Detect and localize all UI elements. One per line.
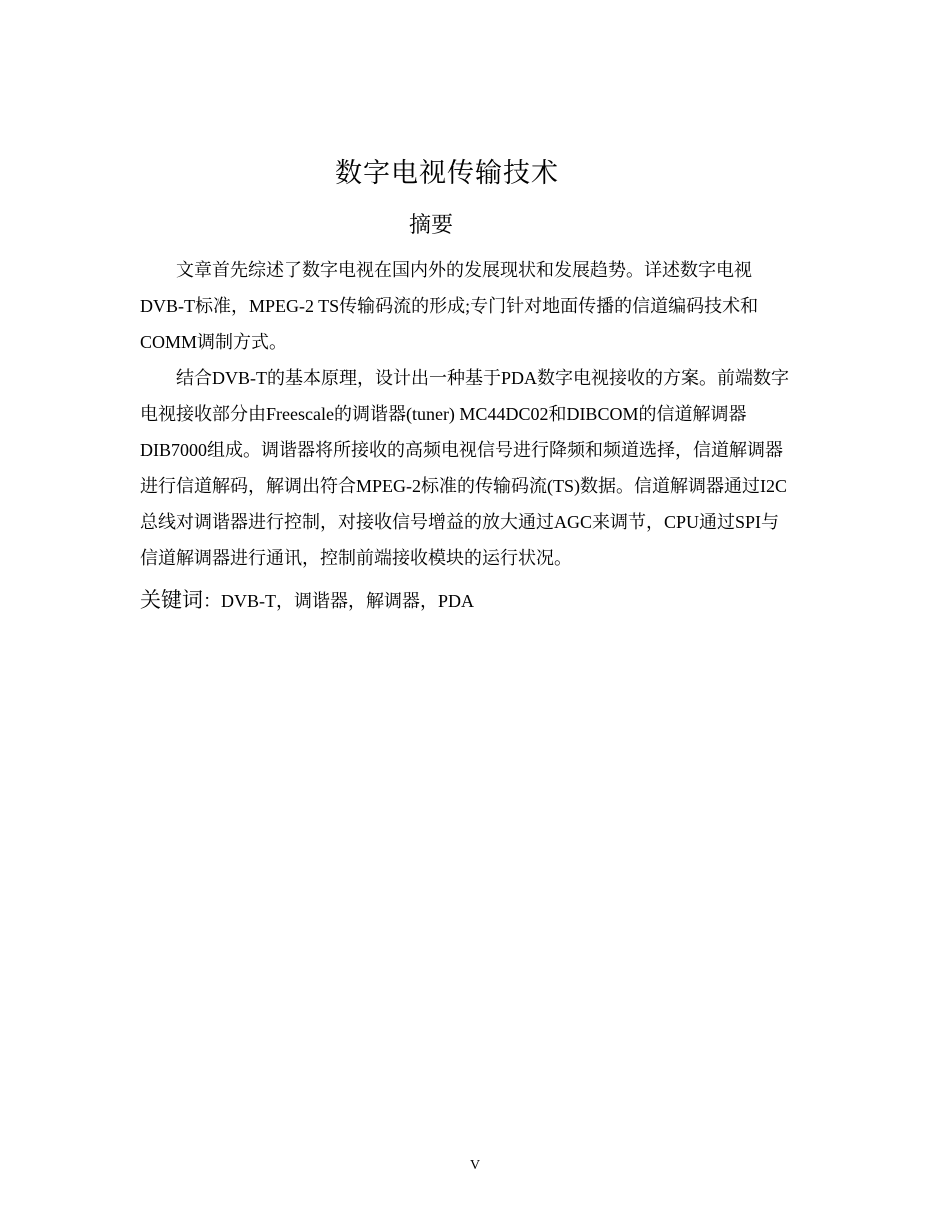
- paragraph-line: 信道解调器进行通讯，控制前端接收模块的运行状况。: [140, 548, 572, 568]
- keywords-label: 关键词: [140, 588, 203, 612]
- paragraph-line: 电视接收部分由Freescale的调谐器(tuner) MC44DC02和DIBCOM的信道解调器: [140, 404, 747, 424]
- paragraph-line: DIB7000组成。调谐器将所接收的高频电视信号进行降频和频道选择，信道解调器: [140, 440, 783, 460]
- keywords-separator: ：: [203, 591, 221, 611]
- paragraph-line: COMM调制方式。: [140, 332, 288, 352]
- paragraph-line: 结合DVB-T的基本原理，设计出一种基于PDA数字电视接收的方案。前端数字: [176, 368, 789, 388]
- paragraph-line: 总线对调谐器进行控制，对接收信号增益的放大通过AGC来调节，CPU通过SPI与: [140, 512, 780, 532]
- keywords-list: DVB-T，调谐器，解调器，PDA: [221, 591, 475, 611]
- paragraph-line: DVB-T标准，MPEG-2 TS传输码流的形成;专门针对地面传播的信道编码技术和: [140, 296, 759, 316]
- document-title: 数字电视传输技术: [335, 158, 559, 189]
- paragraph-line: 文章首先综述了数字电视在国内外的发展现状和发展趋势。详述数字电视: [176, 260, 752, 280]
- abstract-body: [140, 252, 812, 576]
- abstract-heading: 摘要: [408, 213, 453, 238]
- page-number: V: [469, 1158, 481, 1173]
- paragraph-line: 进行信道解码，解调出符合MPEG-2标准的传输码流(TS)数据。信道解调器通过I2C: [140, 476, 787, 496]
- keywords-line: [140, 582, 474, 619]
- abstract-paragraph-2: [140, 360, 812, 576]
- abstract-paragraph-1: [140, 252, 812, 360]
